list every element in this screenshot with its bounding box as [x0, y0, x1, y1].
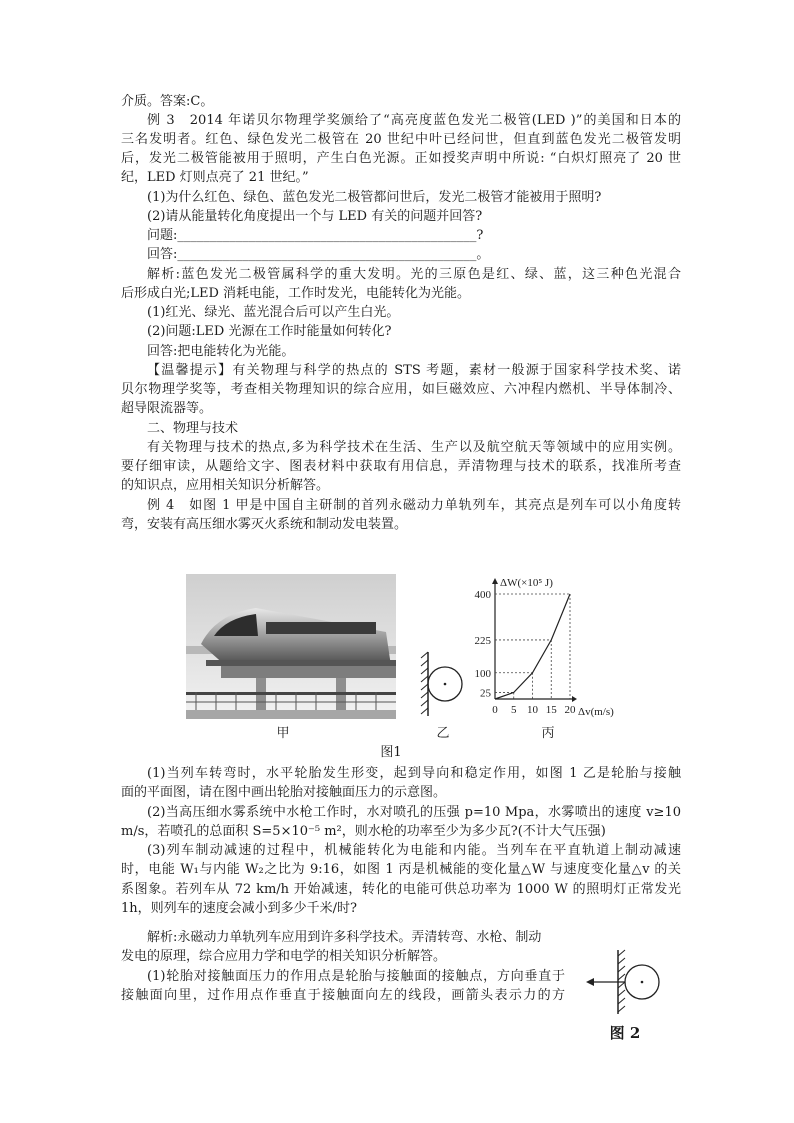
figure-caption: 图1 — [380, 745, 402, 760]
text-line: 后形成白光;LED 消耗电能，工作时发光，电能转化为光能。 — [121, 286, 471, 301]
text-line: 例 3 2014 年诺贝尔物理学奖颁给了“高亮度蓝色发光二极管(LED )”的美国和日本的 — [147, 113, 681, 128]
text-line: (2)当高压细水雾系统中水枪工作时，水对喷孔的压强 p=10 Mpa，水雾喷出的速度 v≥10 — [147, 805, 681, 820]
x-tick-label: 0 — [492, 704, 498, 716]
x-tick-label: 15 — [545, 704, 557, 716]
text-line: 例 4 如图 1 甲是中国自主研制的首列永磁动力单轨列车，其亮点是列车可以小角度转 — [147, 498, 681, 513]
text-line: 介质。答案:C。 — [121, 94, 214, 109]
text-line: 解析:蓝色发光二极管属科学的重大发明。光的三原色是红、绿、蓝，这三种色光混合 — [147, 267, 681, 282]
x-tick-label: 20 — [564, 704, 576, 716]
label-bing: 丙 — [541, 726, 555, 741]
text-line: 贝尔物理学奖等，考查相关物理知识的综合应用，如巨磁效应、六冲程内燃机、半导体制冷、 — [121, 382, 681, 397]
text-line: 面的平面图，请在图中画出轮胎对接触面压力的示意图。 — [121, 785, 447, 800]
y-axis-arrow — [492, 578, 498, 584]
y-tick-label: 225 — [474, 634, 491, 647]
text-line: (1)为什么红色、绿色、蓝色发光二极管都问世后，发光二极管才能被用于照明? — [147, 190, 602, 205]
text-line: 超导限流器等。 — [121, 401, 213, 416]
text-line: (2)请从能量转化角度提出一个与 LED 有关的问题并回答? — [147, 209, 483, 224]
text-line: 接触面向里，过作用点作垂直于接触面向左的线段，画箭头表示力的方 — [121, 988, 565, 1003]
x-tick-label: 10 — [527, 704, 538, 716]
question-blank: 问题:______________________________________________? — [147, 228, 484, 243]
text-line: (1)红光、绿光、蓝光混合后可以产生白光。 — [147, 305, 400, 320]
text-line: 解析:永磁动力单轨列车应用到许多科学技术。弄清转弯、水枪、制动 — [147, 930, 542, 945]
text-line: 回答:把电能转化为光能。 — [147, 344, 295, 359]
text-line: (1)轮胎对接触面压力的作用点是轮胎与接触面的接触点，方向垂直于 — [147, 969, 565, 984]
figure2-diagram — [582, 948, 672, 1018]
label-yi: 乙 — [436, 726, 450, 741]
x-axis-label: Δv(m/s) — [578, 706, 614, 718]
text-line: 1h，则列车的速度会减小到多少千米/时? — [121, 901, 357, 916]
energy-velocity-chart — [460, 574, 635, 724]
text-line: m/s，若喷孔的总面积 S=5×10⁻⁵ m²，则水枪的功率至少为多少瓦?(不计大气压强) — [121, 824, 606, 839]
text-line: (3)列车制动减速的过程中，机械能转化为电能和内能。当列车在平直轨道上制动减速 — [147, 843, 681, 858]
text-line: 后，发光二极管能被用于照明，产生白色光源。正如授奖声明中所说: “白炽灯照亮了 20 世 — [121, 151, 681, 166]
series-line — [495, 594, 570, 699]
label-jia: 甲 — [276, 726, 290, 741]
text-line: (1)当列车转弯时，水平轮胎发生形变，起到导向和稳定作用，如图 1 乙是轮胎与接触 — [147, 766, 681, 781]
answer-blank: 回答:______________________________________________。 — [147, 247, 490, 262]
section-heading: 二、物理与技术 — [147, 421, 239, 436]
x-tick-label: 5 — [511, 704, 517, 716]
y-tick-label: 100 — [474, 667, 491, 680]
text-line: 要仔细审读，从题给文字、图表材料中获取有用信息，弄清物理与技术的联系，找准所考查 — [121, 459, 681, 474]
train-photo — [186, 574, 396, 719]
text-line: 纪，LED 灯则点亮了 21 世纪。” — [121, 170, 309, 185]
text-line: 时，电能 W₁与内能 W₂之比为 9:16，如图 1 丙是机械能的变化量△W 与速度变化量△v 的关 — [121, 862, 681, 877]
text-line: 的知识点，应用相关知识分析解答。 — [121, 478, 330, 493]
y-tick-label: 25 — [480, 687, 491, 700]
y-tick-label: 400 — [474, 589, 491, 601]
text-line: 系图象。若列车从 72 km/h 开始减速，转化的电能可供总功率为 1000 W 的照明灯正常发光 — [121, 882, 681, 897]
text-line: 三名发明者。红色、绿色发光二极管在 20 世纪中叶已经问世，但直到蓝色发光二极管发明 — [121, 132, 681, 147]
text-line: 发电的原理，综合应用力学和电学的相关知识分析解答。 — [121, 949, 447, 964]
text-line: 有关物理与技术的热点,多为科学技术在生活、生产以及航空航天等领域中的应用实例。 — [147, 440, 681, 455]
text-line: (2)问题:LED 光源在工作时能量如何转化? — [147, 324, 392, 339]
x-axis-arrow — [572, 696, 577, 702]
tip-line: 【温馨提示】有关物理与科学的热点的 STS 考题，素材一般源于国家科学技术奖、诺 — [147, 363, 681, 378]
text-line: 弯，安装有高压细水雾灭火系统和制动发电装置。 — [121, 517, 408, 532]
figure2-caption: 图 2 — [609, 1024, 641, 1042]
y-axis-label: ΔW(×10⁵ J) — [500, 577, 553, 589]
